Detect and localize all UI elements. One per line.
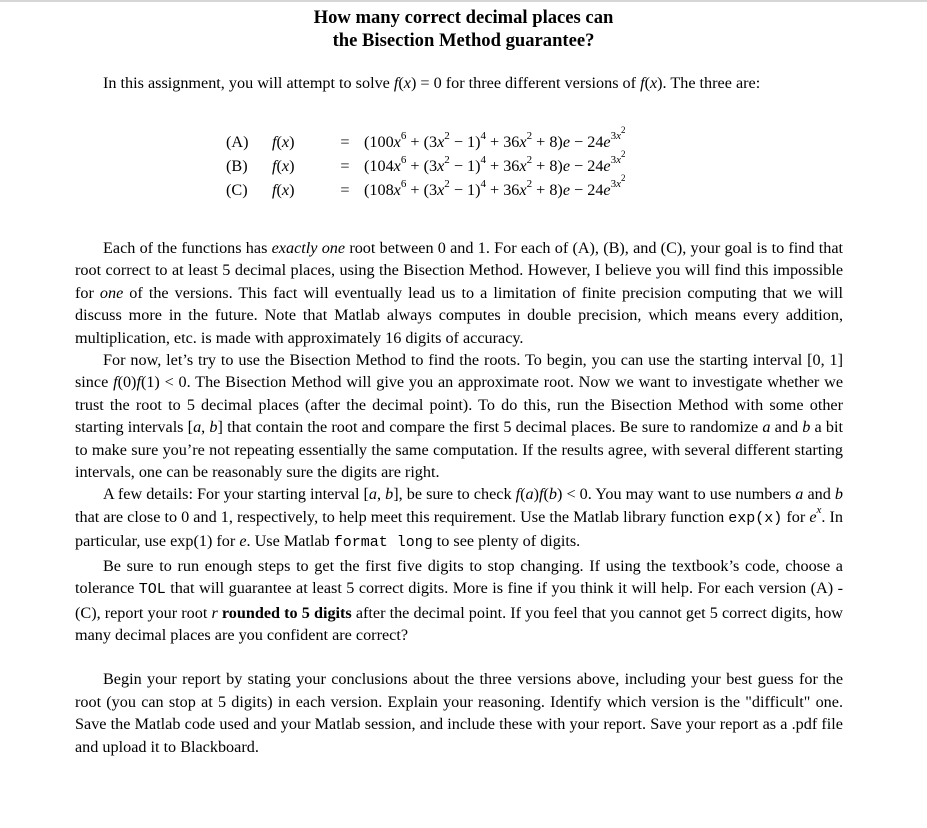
title-line-2: the Bisection Method guarantee? [332,30,595,51]
paragraph-4: Be sure to run enough steps to get the first five digits to stop changing. If using the textbook’s code, choose a tolerance TOL that will guarantee at least 5 correct digits. More is fine if you think it will help. For each version (A) - (C), report your root r rounded to 5 digits after the decimal point. If you feel that you cannot get 5 correct digits, how many decimal places are you confident are correct? [75,556,843,644]
title-line-1: How many correct decimal places can [313,7,614,28]
paragraph-3: A few details: For your starting interval [a, b], be sure to check f(a)f(b) < 0. You may want to use numbers a and b that are close to 0 and 1, respectively, to help meet this requirement. Use the Matlab library function exp(x) for $e^x$. In particular, use exp(1) for e. Use Matlab format long to see plenty of digits. [75,485,844,552]
equation-lhs: f(x) [272,133,295,151]
equals-sign: = [340,157,350,175]
equation-rhs: $(100x^6 + (3x^2 - 1)^4 + 36x^2 + 8)e - 24e^{3x^2}$ [364,124,626,151]
equation-coefficient: 100 [369,133,394,151]
bold-phrase: rounded to 5 digits [221,603,352,622]
equation-list [226,124,626,202]
body-text [75,237,843,758]
paragraph-5: Begin your report by stating your conclusions about the three versions above, including your best guess for the root (you can stop at 5 digits) in each version. Explain your reasoning. Identify which version is the "difficult" one. Save the Matlab code used and your Matlab session, and include these with your report. Save your report as a .pdf file and upload it to Blackboard. [75,670,843,756]
top-divider [0,0,927,2]
paragraph-1: Each of the functions has exactly one root between 0 and 1. For each of (A), (B), and (C), your goal is to find that root correct to at least 5 decimal places, using the Bisection Method. However, I believe you will find this impossible for one of the versions. This fact will eventually lead us to a limitation of finite precision computing that we will discuss more in the future. Note that Matlab always computes in double precision, which means every addition, multiplication, etc. is made with approximately 16 digits of accuracy. [75,239,844,347]
document-title [0,6,927,52]
equation-label: (B) [226,157,248,175]
equation-label: (C) [226,181,248,199]
equals-sign: = [340,181,350,199]
equation-c [226,178,626,202]
equation-lhs: f(x) [272,157,295,175]
code-exp-1: exp(1) [170,532,213,551]
equation-a [226,130,626,154]
intro-paragraph: In this assignment, you will attempt to solve f(x) = 0 for three different versions of f(x). The three are: [103,74,761,92]
paragraph-2: For now, let’s try to use the Bisection Method to find the roots. To begin, you can use the starting interval [0, 1] since f(0)f(1) < 0. The Bisection Method will give you an approximate root. Now we want to investigate whether we trust the root to 5 decimal places (after the decimal point). To do this, run the Bisection Method with some other starting intervals [a, b] that contain the root and compare the first 5 decimal places. Be sure to randomize a and b a bit to make sure you’re not repeating essentially the same computation. If the results agree, with several different starting intervals, one can be reasonably sure the digits are right. [75,351,844,482]
code-tol: TOL [138,581,166,599]
code-exp-x: exp(x) [728,509,783,527]
equation-rhs: $(108x^6 + (3x^2 - 1)^4 + 36x^2 + 8)e - 24e^{3x^2}$ [364,172,626,199]
equation-label: (A) [226,133,249,151]
equation-lhs: f(x) [272,181,295,199]
equals-sign: = [340,133,350,151]
equation-b [226,154,626,178]
code-format-long: format long [333,534,433,552]
equation-coefficient: 108 [369,181,394,199]
equation-rhs: $(104x^6 + (3x^2 - 1)^4 + 36x^2 + 8)e - 24e^{3x^2}$ [364,148,626,175]
equation-coefficient: 104 [369,157,394,175]
